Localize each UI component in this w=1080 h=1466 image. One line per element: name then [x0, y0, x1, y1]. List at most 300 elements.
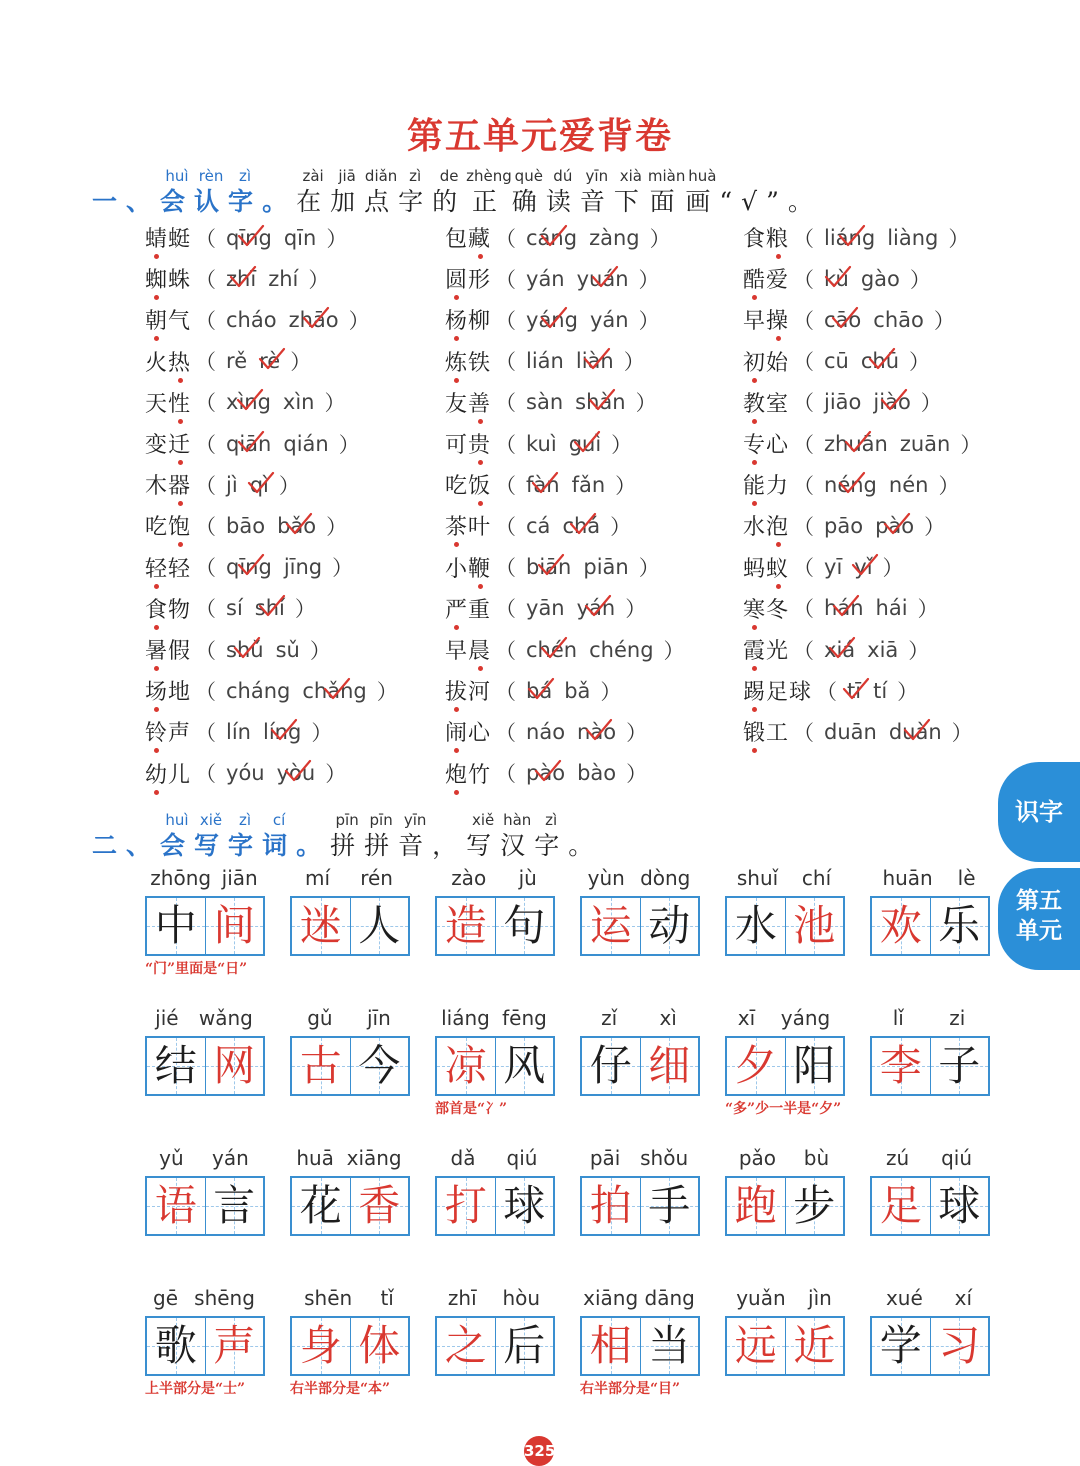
open-paren: （	[195, 391, 217, 416]
open-paren: （	[195, 514, 217, 539]
reading-word: 初始	[743, 346, 789, 377]
tianzige-cell[interactable]	[437, 1178, 495, 1234]
tianzige-box[interactable]	[870, 1036, 990, 1096]
pinyin-syllable: xué	[885, 1286, 923, 1310]
hanzi-char: 语	[154, 1181, 197, 1230]
tianzige-cell[interactable]	[147, 1038, 205, 1094]
tianzige-cell[interactable]	[350, 898, 409, 954]
tianzige-box[interactable]	[290, 896, 410, 956]
tianzige-cell[interactable]	[640, 1038, 699, 1094]
tianzige-cell[interactable]	[350, 1318, 409, 1374]
close-paren: ）	[948, 226, 970, 251]
reading-word: 早操	[743, 304, 789, 335]
tianzige-box[interactable]	[145, 1176, 265, 1236]
header-pinyin: huà	[688, 167, 717, 185]
tianzige-cell[interactable]	[640, 898, 699, 954]
pinyin-option[interactable]	[526, 349, 564, 373]
reading-item	[743, 716, 977, 747]
tianzige-cell[interactable]	[350, 1038, 409, 1094]
pinyin-option-text: yáng	[526, 307, 578, 332]
header-char	[194, 810, 228, 862]
emphasis-dot	[752, 460, 757, 465]
hanzi-char: 夕	[734, 1041, 777, 1090]
open-paren: （	[495, 597, 517, 622]
vocab-pinyin	[870, 1286, 988, 1310]
header-char	[262, 166, 296, 218]
tianzige-box[interactable]	[435, 896, 555, 956]
pinyin-option[interactable]	[873, 679, 887, 703]
tianzige-cell[interactable]	[872, 1038, 930, 1094]
pinyin-syllable: rén	[360, 866, 393, 890]
pinyin-option-text: qīng	[226, 225, 272, 250]
header-char	[466, 810, 500, 862]
tianzige-cell[interactable]	[785, 1038, 844, 1094]
pinyin-option[interactable]	[226, 596, 243, 620]
pinyin-option[interactable]	[255, 596, 285, 620]
pinyin-option[interactable]	[873, 390, 910, 414]
tianzige-cell[interactable]	[437, 898, 495, 954]
tianzige-cell[interactable]	[727, 1318, 785, 1374]
pinyin-option[interactable]	[526, 514, 550, 538]
pinyin-option[interactable]	[250, 473, 269, 497]
pinyin-option[interactable]	[577, 267, 629, 291]
pinyin-option[interactable]	[562, 514, 600, 538]
tianzige-cell[interactable]	[350, 1178, 409, 1234]
pinyin-option[interactable]	[887, 226, 938, 250]
pinyin-option[interactable]	[226, 514, 265, 538]
pinyin-option-text: biān	[526, 555, 572, 580]
pinyin-option[interactable]	[590, 308, 629, 332]
check-mark-icon	[568, 511, 598, 537]
header-hanzi: 一、	[92, 187, 161, 216]
close-paren: ）	[649, 226, 671, 251]
tianzige-box[interactable]	[580, 1036, 700, 1096]
pinyin-syllable: mí	[305, 866, 331, 890]
pinyin-option[interactable]	[875, 514, 914, 538]
open-paren: （	[495, 473, 517, 498]
pinyin-option[interactable]	[283, 390, 315, 414]
tianzige-cell[interactable]	[785, 898, 844, 954]
reading-item	[743, 552, 908, 583]
vocab-pinyin	[725, 1146, 843, 1170]
pinyin-option-text: lián	[526, 349, 564, 374]
tianzige-cell[interactable]	[640, 1318, 699, 1374]
pinyin-option[interactable]	[824, 267, 849, 291]
header-pinyin	[311, 810, 316, 830]
tianzige-box[interactable]	[435, 1176, 555, 1236]
header-pinyin: miàn	[647, 167, 686, 185]
pinyin-option[interactable]	[226, 308, 277, 332]
pinyin-option[interactable]	[276, 638, 300, 662]
tianzige-cell[interactable]	[147, 1178, 205, 1234]
tianzige-cell[interactable]	[727, 1178, 785, 1234]
pinyin-option[interactable]	[861, 267, 900, 291]
pinyin-syllable: zi	[949, 1006, 966, 1030]
pinyin-syllable: dòng	[640, 866, 691, 890]
pinyin-option[interactable]	[277, 761, 316, 785]
pinyin-option-text: shàn	[575, 390, 626, 415]
pinyin-option[interactable]	[226, 226, 272, 250]
header-hanzi: 写	[466, 831, 501, 860]
pinyin-syllable: shǒu	[640, 1146, 689, 1170]
tianzige-cell[interactable]	[872, 898, 930, 954]
pinyin-option[interactable]	[526, 638, 577, 662]
pinyin-option[interactable]	[526, 679, 552, 703]
pinyin-syllable: zhōng	[150, 866, 212, 890]
open-paren: （	[793, 473, 815, 498]
tianzige-cell[interactable]	[930, 1318, 989, 1374]
vocab-pinyin	[580, 1006, 698, 1030]
pinyin-option[interactable]	[226, 390, 271, 414]
close-paren: ）	[635, 391, 657, 416]
pinyin-option[interactable]	[577, 596, 616, 620]
open-paren: （	[495, 350, 517, 375]
check-mark-icon	[902, 717, 932, 743]
pinyin-option-text: chén	[526, 637, 578, 662]
vocab-pinyin	[290, 1006, 408, 1030]
pinyin-option[interactable]	[824, 390, 861, 414]
reading-item	[445, 346, 649, 377]
pinyin-syllable: xī	[737, 1006, 756, 1030]
pinyin-option[interactable]	[824, 308, 861, 332]
emphasis-dot	[478, 584, 483, 589]
header-char	[194, 166, 228, 218]
side-tab-unit5-line1: 第五	[1016, 887, 1062, 914]
pinyin-option[interactable]	[284, 226, 316, 250]
close-paren: ）	[611, 432, 633, 457]
vocab-pinyin	[580, 866, 698, 890]
pinyin-option[interactable]	[526, 555, 571, 579]
tianzige-cell[interactable]	[292, 1178, 350, 1234]
pinyin-option[interactable]	[564, 679, 590, 703]
check-mark-icon	[236, 223, 266, 249]
pinyin-option[interactable]	[847, 679, 861, 703]
pinyin-option-text: zhí	[268, 266, 299, 291]
tianzige-cell[interactable]	[205, 898, 264, 954]
pinyin-option[interactable]	[263, 720, 301, 744]
pinyin-option[interactable]	[572, 473, 606, 497]
pinyin-option[interactable]	[577, 761, 616, 785]
tianzige-cell[interactable]	[292, 1318, 350, 1374]
pinyin-option[interactable]	[226, 761, 265, 785]
pinyin-option[interactable]	[526, 390, 563, 414]
reading-word: 教室	[743, 387, 789, 418]
hanzi-char: 歌	[154, 1321, 197, 1370]
header-char	[262, 810, 296, 862]
hanzi-char: 运	[589, 901, 632, 950]
hanzi-char: 池	[793, 901, 836, 950]
tianzige-box[interactable]	[870, 1176, 990, 1236]
close-paren: ）	[920, 391, 942, 416]
pinyin-option[interactable]	[583, 555, 628, 579]
tianzige-cell[interactable]	[582, 898, 640, 954]
tianzige-cell[interactable]	[147, 898, 205, 954]
pinyin-syllable: shēng	[194, 1286, 255, 1310]
reading-word: 蚂蚁	[743, 552, 789, 583]
emphasis-dot	[154, 790, 159, 795]
pinyin-option[interactable]	[900, 432, 951, 456]
pinyin-option[interactable]	[569, 432, 601, 456]
tianzige-cell[interactable]	[930, 1178, 989, 1234]
pinyin-option[interactable]	[526, 308, 578, 332]
header-pinyin: cí	[272, 811, 286, 829]
pinyin-option[interactable]	[576, 349, 614, 373]
pinyin-option[interactable]	[889, 720, 942, 744]
pinyin-option[interactable]	[226, 473, 238, 497]
tianzige-box[interactable]	[725, 896, 845, 956]
reading-word: 霞光	[743, 634, 789, 665]
pinyin-option[interactable]	[526, 720, 565, 744]
pinyin-option[interactable]	[824, 555, 842, 579]
tianzige-box[interactable]	[435, 1036, 555, 1096]
emphasis-dot	[154, 748, 159, 753]
hanzi-char: 中	[154, 901, 197, 950]
close-paren: ）	[623, 350, 645, 375]
reading-word: 吃饱	[145, 510, 191, 541]
tianzige-cell[interactable]	[147, 1318, 205, 1374]
header-hanzi: 的	[432, 187, 467, 216]
tianzige-box[interactable]	[725, 1316, 845, 1376]
reading-item	[743, 387, 946, 418]
pinyin-option[interactable]	[824, 514, 863, 538]
emphasis-dot	[752, 748, 757, 753]
open-paren: （	[793, 267, 815, 292]
pinyin-option[interactable]	[302, 679, 366, 703]
reading-item	[743, 634, 933, 665]
header-pinyin: jiā	[338, 167, 356, 185]
tianzige-cell[interactable]	[292, 898, 350, 954]
pinyin-option[interactable]	[289, 308, 339, 332]
tianzige-box[interactable]	[145, 1316, 265, 1376]
header-hanzi: 字	[398, 187, 433, 216]
hanzi-char: 习	[938, 1321, 981, 1370]
tianzige-cell[interactable]	[930, 1038, 989, 1094]
tianzige-cell[interactable]	[582, 1178, 640, 1234]
pinyin-option[interactable]	[861, 349, 899, 373]
tianzige-cell[interactable]	[205, 1178, 264, 1234]
pinyin-option[interactable]	[589, 226, 640, 250]
check-mark-icon	[587, 387, 617, 413]
open-paren: （	[195, 720, 217, 745]
pinyin-option[interactable]	[226, 267, 256, 291]
pinyin-option[interactable]	[226, 720, 251, 744]
header-hanzi: 。	[787, 187, 822, 216]
pinyin-syllable: huān	[882, 866, 933, 890]
pinyin-option[interactable]	[575, 390, 625, 414]
pinyin-option[interactable]	[526, 432, 557, 456]
header-char	[296, 166, 330, 218]
pinyin-option[interactable]	[589, 638, 653, 662]
tianzige-cell[interactable]	[437, 1318, 495, 1374]
header-char	[685, 166, 719, 218]
pinyin-option[interactable]	[226, 555, 272, 579]
tianzige-cell[interactable]	[872, 1318, 930, 1374]
pinyin-option[interactable]	[889, 473, 929, 497]
pinyin-option[interactable]	[526, 761, 565, 785]
open-paren: （	[195, 556, 217, 581]
tianzige-cell[interactable]	[582, 1318, 640, 1374]
header-pinyin: yīn	[403, 811, 427, 829]
pinyin-option[interactable]	[873, 308, 924, 332]
tianzige-cell[interactable]	[582, 1038, 640, 1094]
hanzi-char: 花	[299, 1181, 342, 1230]
section2-header	[92, 810, 602, 862]
pinyin-option-text: bǎo	[277, 513, 317, 538]
pinyin-option-text: fàn	[526, 472, 560, 497]
tianzige-box[interactable]	[290, 1036, 410, 1096]
pinyin-option[interactable]	[824, 473, 877, 497]
reading-word: 场地	[145, 675, 191, 706]
side-tab-unit5[interactable]	[998, 868, 1080, 970]
pinyin-syllable: dāng	[644, 1286, 695, 1310]
pinyin-syllable: tǐ	[380, 1286, 394, 1310]
close-paren: ）	[308, 267, 330, 292]
pinyin-option[interactable]	[526, 473, 560, 497]
vocab-pinyin	[725, 1286, 843, 1310]
reading-item	[445, 552, 664, 583]
pinyin-option[interactable]	[226, 679, 290, 703]
pinyin-syllable: shēn	[304, 1286, 353, 1310]
pinyin-option[interactable]	[824, 596, 864, 620]
vocab-pinyin	[290, 1146, 408, 1170]
writing-hint: “门”里面是“日”	[145, 961, 248, 977]
pinyin-option[interactable]	[226, 349, 247, 373]
close-paren: ）	[324, 391, 346, 416]
pinyin-option-text: rè	[259, 349, 281, 374]
close-paren: ）	[294, 597, 316, 622]
pinyin-option[interactable]	[526, 226, 577, 250]
tianzige-box[interactable]	[290, 1316, 410, 1376]
pinyin-syllable: jīn	[366, 1006, 391, 1030]
pinyin-option[interactable]	[526, 596, 565, 620]
tianzige-box[interactable]	[870, 896, 990, 956]
pinyin-option-text: sǔ	[275, 637, 300, 662]
tianzige-cell[interactable]	[930, 898, 989, 954]
hanzi-char: 间	[213, 901, 256, 950]
pinyin-option[interactable]	[268, 267, 298, 291]
reading-item	[743, 428, 985, 459]
close-paren: ）	[951, 720, 973, 745]
emphasis-dot	[752, 295, 757, 300]
pinyin-option[interactable]	[824, 349, 849, 373]
hanzi-char: 凉	[444, 1041, 487, 1090]
pinyin-option[interactable]	[526, 267, 565, 291]
reading-item	[145, 593, 320, 624]
tianzige-cell[interactable]	[495, 1318, 554, 1374]
reading-item	[145, 263, 333, 294]
tianzige-box[interactable]	[580, 1176, 700, 1236]
vocab-pinyin	[145, 866, 263, 890]
tianzige-box[interactable]	[870, 1316, 990, 1376]
tianzige-cell[interactable]	[495, 1038, 554, 1094]
check-mark-icon	[850, 552, 880, 578]
pinyin-option-text: qīn	[283, 225, 317, 250]
reading-word: 木器	[145, 469, 191, 500]
tianzige-box[interactable]	[290, 1176, 410, 1236]
pinyin-option[interactable]	[824, 638, 855, 662]
side-tab-literacy[interactable]	[998, 762, 1080, 862]
pinyin-option[interactable]	[867, 638, 898, 662]
reading-item	[743, 304, 959, 335]
hanzi-char: 古	[299, 1041, 342, 1090]
pinyin-option-text: néng	[824, 472, 877, 497]
emphasis-dot	[454, 336, 459, 341]
tianzige-cell[interactable]	[205, 1318, 264, 1374]
pinyin-option[interactable]	[577, 720, 616, 744]
tianzige-box[interactable]	[435, 1316, 555, 1376]
pinyin-option-text: yán	[589, 307, 629, 332]
pinyin-option[interactable]	[226, 432, 271, 456]
pinyin-syllable: jiān	[221, 866, 258, 890]
tianzige-cell[interactable]	[437, 1038, 495, 1094]
pinyin-option[interactable]	[284, 555, 322, 579]
close-paren: ）	[332, 556, 354, 581]
tianzige-cell[interactable]	[495, 1178, 554, 1234]
pinyin-option-text: qiān	[226, 431, 272, 456]
tianzige-cell[interactable]	[205, 1038, 264, 1094]
pinyin-option[interactable]	[226, 638, 264, 662]
header-char	[330, 810, 364, 862]
pinyin-syllable: hòu	[502, 1286, 541, 1310]
tianzige-cell[interactable]	[640, 1178, 699, 1234]
pinyin-option[interactable]	[824, 226, 875, 250]
pinyin-option[interactable]	[277, 514, 316, 538]
reading-word: 严重	[445, 593, 491, 624]
header-hanzi: 读	[545, 187, 580, 216]
reading-word: 茶叶	[445, 510, 491, 541]
tianzige-cell[interactable]	[727, 898, 785, 954]
header-hanzi: 会	[160, 831, 195, 860]
open-paren: （	[195, 473, 217, 498]
reading-word: 暑假	[145, 634, 191, 665]
open-paren: （	[195, 679, 217, 704]
emphasis-dot	[454, 542, 459, 547]
tianzige-cell[interactable]	[785, 1178, 844, 1234]
tianzige-cell[interactable]	[495, 898, 554, 954]
tianzige-box[interactable]	[580, 1316, 700, 1376]
open-paren: （	[793, 720, 815, 745]
tianzige-cell[interactable]	[872, 1178, 930, 1234]
pinyin-option[interactable]	[283, 432, 328, 456]
hanzi-char: 步	[793, 1181, 836, 1230]
pinyin-option[interactable]	[259, 349, 280, 373]
tianzige-box[interactable]	[145, 1036, 265, 1096]
pinyin-option[interactable]	[824, 432, 888, 456]
tianzige-box[interactable]	[580, 896, 700, 956]
check-mark-icon	[232, 635, 262, 661]
vocab-pinyin	[580, 1286, 698, 1310]
close-paren: ）	[600, 679, 622, 704]
check-mark-icon	[539, 305, 569, 331]
tianzige-box[interactable]	[725, 1176, 845, 1236]
reading-word: 蜘蛛	[145, 263, 191, 294]
check-mark-icon	[526, 676, 556, 702]
tianzige-cell[interactable]	[292, 1038, 350, 1094]
open-paren: （	[495, 267, 517, 292]
reading-word: 炼铁	[445, 346, 491, 377]
tianzige-box[interactable]	[145, 896, 265, 956]
pinyin-option-text: nào	[577, 719, 617, 744]
tianzige-cell[interactable]	[727, 1038, 785, 1094]
open-paren: （	[793, 432, 815, 457]
header-pinyin: xiě	[472, 811, 495, 829]
tianzige-box[interactable]	[725, 1036, 845, 1096]
pinyin-option[interactable]	[854, 555, 872, 579]
open-paren: （	[495, 432, 517, 457]
pinyin-option[interactable]	[876, 596, 908, 620]
tianzige-cell[interactable]	[785, 1318, 844, 1374]
pinyin-option[interactable]	[824, 720, 877, 744]
